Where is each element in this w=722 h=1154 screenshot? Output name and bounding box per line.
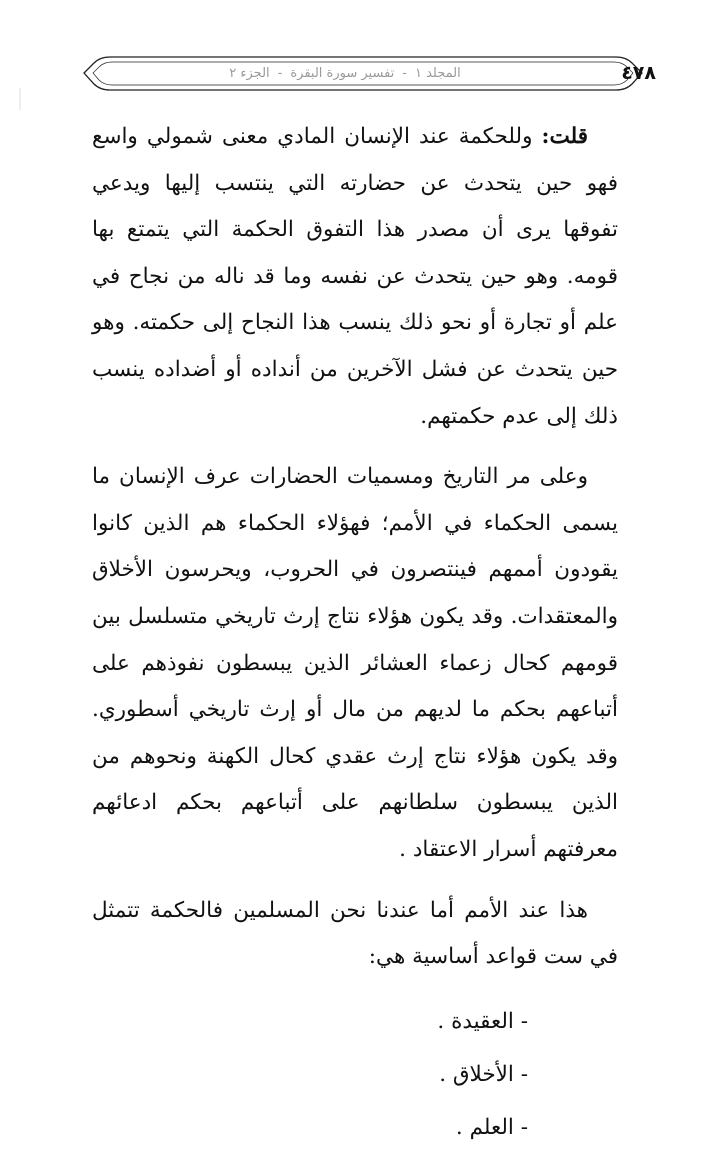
list-item: - العقيدة . [437, 1008, 528, 1034]
running-head-surah: تفسير سورة البقرة [290, 66, 395, 81]
paragraph-text: وللحكمة عند الإنسان المادي معنى شمولي واسع فهو حين يتحدث عن حضارته التي ينتسب إليها ويدعي تفوقها يرى أن مصدر هذا التفوق الحكمة التي يتمتع بها قومه. وهو حين يتحدث عن نفسه وما قد ناله من نجاح في علم أو تجارة أو نحو ذلك ينسب هذا النجاح إلى حكمته. وهو حين يتحدث عن فشل الآخرين من أنداده أو أضداده ينسب ذلك إلى عدم حكمتهم. [92, 124, 618, 429]
running-head-separator: - [402, 66, 407, 81]
paragraph-3 [92, 888, 618, 981]
page-number: ٤٧٨ [621, 62, 656, 84]
paragraph-text: وعلى مر التاريخ ومسميات الحضارات عرف الإنسان ما يسمى الحكماء في الأمم؛ فهؤلاء الحكماء هم الذين كانوا يقودون أممهم فينتصرون في الحروب، ويحرسون الأخلاق والمعتقدات. وقد يكون هؤلاء نتاج إرث تاريخي متسلسل بين قومهم كحال زعماء العشائر الذين يبسطون نفوذهم على أتباعهم بحكم ما لديهم من مال أو إرث تاريخي أسطوري. وقد يكون هؤلاء نتاج إرث عقدي كحال الكهنة ونحوهم من الذين يبسطون سلطانهم على أتباعهم بحكم ادعائهم معرفتهم أسرار الاعتقاد . [92, 464, 618, 862]
paragraph-1 [92, 114, 618, 440]
running-head-volume: المجلد ١ [414, 66, 461, 81]
paragraph-2 [92, 454, 618, 873]
principles-list [92, 995, 618, 1154]
list-item: - الأخلاق . [439, 1061, 528, 1087]
list-item: - العلم . [455, 1114, 528, 1140]
paragraph-text: هذا عند الأمم أما عندنا نحن المسلمين فالحكمة تتمثل في ست قواعد أساسية هي: [92, 897, 618, 970]
running-head-part: الجزء ٢ [229, 66, 270, 81]
paragraph-lead: قلت: [541, 124, 588, 149]
page-body [92, 114, 618, 1154]
running-head [215, 66, 475, 81]
running-head-separator: - [277, 66, 283, 81]
header-frame [0, 0, 722, 110]
